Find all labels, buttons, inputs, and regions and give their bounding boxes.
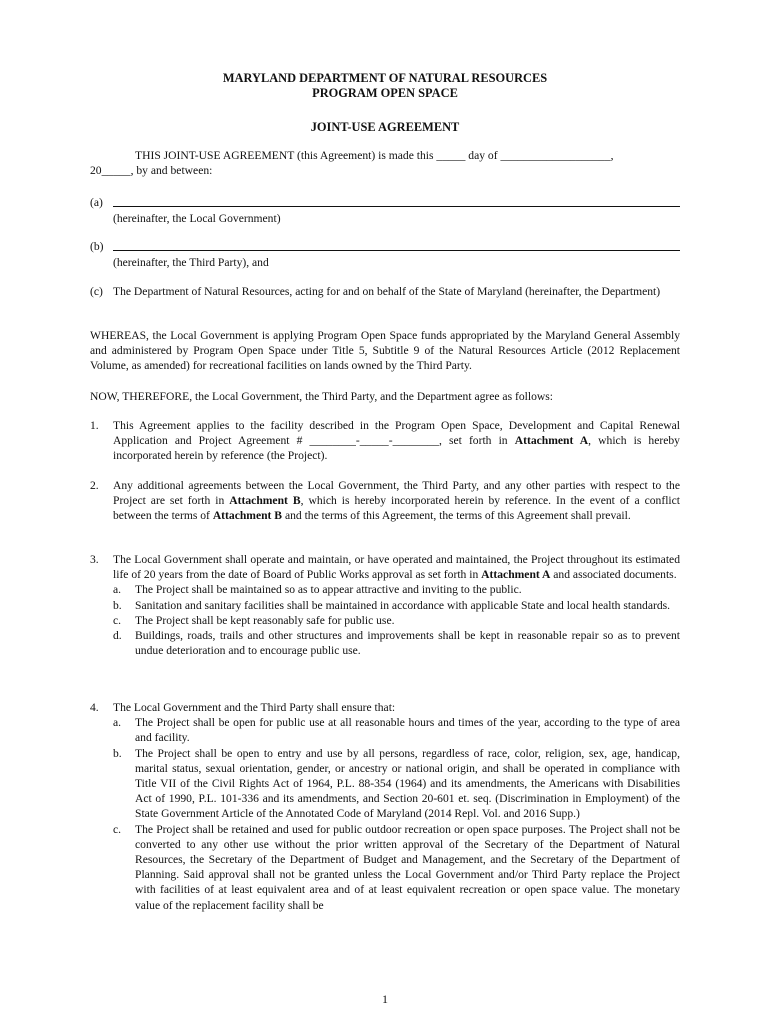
clause-1 (90, 418, 680, 464)
clause-3-item-b (113, 598, 680, 613)
agency-heading (90, 71, 680, 101)
party-c-mark: (c) (90, 285, 103, 298)
item-mark: b. (113, 746, 122, 760)
clause-3-number: 3. (90, 553, 99, 566)
intro-line-1: THIS JOINT-USE AGREEMENT (this Agreement) is made this _____ day of ___________________, (135, 149, 614, 162)
item-text: The Project shall be open to entry and use by all persons, regardless of race, color, religion, sex, age, handicap, marital status, sexual orientation, gender, or ancestry or national origin, and shall be operated in compliance with Title VII of the Civil Rights Act of 1964, P.L. 88-354 (1964) and its amendments, the Americans with Disabilities Act of 1990, P.L. 101-336 and its amendments, and Section 20-601 et. seq. (Discrimination in Employment) of the State Government Article of the Annotated Code of Maryland (2014 Repl. Vol. and 2016 Supp.) (135, 746, 680, 821)
clause-2 (90, 478, 680, 524)
program-name: PROGRAM OPEN SPACE (312, 86, 458, 100)
whereas-clause: WHEREAS, the Local Government is applying Program Open Space funds appropriated by the Maryland General Assembly and administered by Program Open Space under Title 5, Subtitle 9 of the Natural Resources Article (2012 Replacement Volume, as amended) for recreational facilities on lands owned by the Third Party. (90, 329, 680, 373)
item-mark: b. (113, 598, 122, 612)
clause-1-text-part: This Agreement applies to the facility described in the Program Open Space, Development and Capital Renewal Application and Project Agreement # ________-_____-________, set forth in (113, 419, 680, 448)
clause-2-attachment-ref: Attachment B (212, 509, 283, 523)
clause-2-text (113, 478, 680, 524)
party-a-blank-line (113, 195, 680, 207)
item-text: The Project shall be retained and used for public outdoor recreation or open space purposes. The Project shall not be converted to any other use without the prior written approval of the Secretary of the Department of Natural Resources, the Secretary of the Department of Budget and Management, and the Secretary of the Department of Planning. Said approval shall not be granted unless the Local Government and/or Third Party replace the Project with facilities of at least equivalent area and of at least equivalent recreation or open space value. The monetary value of the replacement facility shall be (135, 822, 680, 912)
clause-3 (90, 552, 680, 658)
party-a-mark: (a) (90, 196, 103, 209)
intro-paragraph (90, 148, 680, 178)
item-mark: a. (113, 716, 122, 730)
clause-1-attachment-ref: Attachment A (514, 434, 589, 448)
party-b-blank-line (113, 239, 680, 251)
clause-1-text-part: , which is hereby incorporated herein by reference (the Project). (113, 434, 680, 463)
item-mark: c. (113, 822, 122, 836)
clause-2-text-part: Any additional agreements between the Local Government, the Third Party, and any other parties with respect to the Project are set forth in (113, 479, 680, 508)
clause-3-text (113, 552, 680, 582)
item-text: Sanitation and sanitary facilities shall be maintained in accordance with applicable State and local health standards. (135, 598, 671, 612)
clause-1-number: 1. (90, 419, 99, 432)
item-text: The Project shall be maintained so as to appear attractive and inviting to the public. (135, 583, 522, 597)
page-number: 1 (382, 992, 388, 1006)
party-b (90, 239, 680, 270)
party-c-text: The Department of Natural Resources, acting for and on behalf of the State of Maryland (hereinafter, the Department) (113, 285, 661, 298)
party-c (90, 284, 680, 299)
clause-3-item-c (113, 613, 680, 628)
clause-3-text-part: and associated documents. (550, 568, 677, 582)
now-therefore-clause: NOW, THEREFORE, the Local Government, the Third Party, and the Department agree as follows: (90, 390, 553, 403)
clause-3-item-d (113, 628, 680, 658)
clause-2-text-part: , which is hereby incorporated herein by reference. In the event of a conflict between the terms of (113, 494, 681, 523)
item-mark: a. (113, 583, 122, 597)
clause-1-text (113, 418, 680, 464)
document-title: JOINT-USE AGREEMENT (310, 120, 460, 134)
clause-4-item-a (113, 715, 680, 745)
clause-3-text-part: The Local Government shall operate and maintain, or have operated and maintained, the Project throughout its estimated life of 20 years from the date of Board of Public Works approval as set forth in (113, 553, 680, 582)
clause-3-attachment-ref: Attachment A (481, 568, 551, 582)
item-mark: c. (113, 613, 122, 627)
agency-name: MARYLAND DEPARTMENT OF NATURAL RESOURCES (222, 71, 548, 85)
clause-2-number: 2. (90, 479, 99, 492)
party-b-mark: (b) (90, 240, 104, 253)
party-b-label: (hereinafter, the Third Party), and (113, 256, 269, 270)
item-mark: d. (113, 629, 122, 643)
item-text: Buildings, roads, trails and other structures and improvements shall be kept in reasonable repair so as to prevent undue deterioration and to encourage public use. (135, 629, 680, 658)
clause-2-attachment-ref: Attachment B (229, 494, 301, 508)
party-a (90, 195, 680, 226)
clause-4-number: 4. (90, 701, 99, 714)
clause-2-text-part: and the terms of this Agreement, the terms of this Agreement shall prevail. (282, 509, 631, 523)
clause-4-item-b (113, 746, 680, 822)
intro-line-2: 20_____, by and between: (90, 164, 213, 178)
clause-4-item-c (113, 822, 680, 913)
party-a-label: (hereinafter, the Local Government) (113, 212, 281, 226)
clause-4-text: The Local Government and the Third Party shall ensure that: (113, 701, 396, 714)
item-text: The Project shall be open for public use at all reasonable hours and times of the year, according to the type of area and facility. (135, 716, 680, 745)
clause-3-item-a (113, 582, 680, 597)
clause-4 (90, 700, 680, 913)
item-text: The Project shall be kept reasonably safe for public use. (135, 613, 395, 627)
